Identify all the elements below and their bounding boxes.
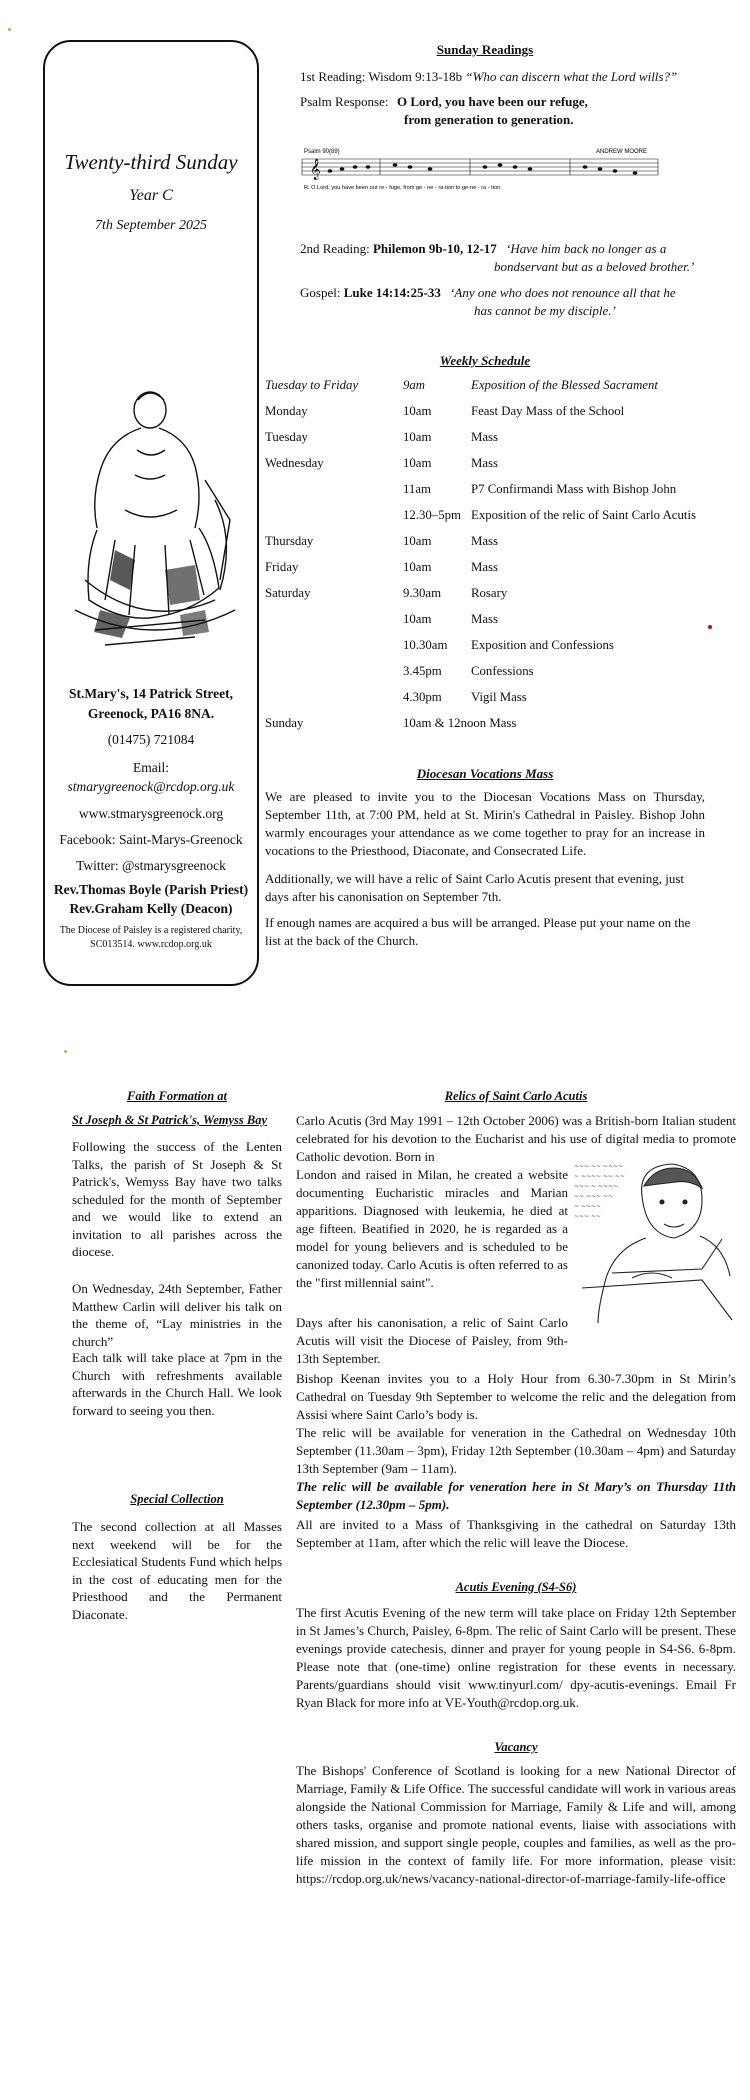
svg-text:~~~ ~~ ~~~~: ~~~ ~~ ~~~~	[574, 1163, 624, 1170]
sunday-title: Twenty-third Sunday	[64, 150, 238, 174]
carlo-acutis-portrait	[572, 1158, 738, 1323]
relics-heading: Relics of Saint Carlo Acutis	[444, 1089, 588, 1103]
schedule-header-event: Exposition of the Blessed Sacrament	[471, 378, 658, 392]
faith-paragraph-2: On Wednesday, 24th September, Father Matthew Carlin will deliver his talk on the theme of, “Lay ministries in the church”	[72, 1281, 282, 1349]
schedule-heading: Weekly Schedule	[439, 353, 531, 368]
faith-heading-2: St Joseph & St Patrick's, Wemyss Bay	[72, 1113, 268, 1127]
svg-text:~ ~~~~ ~~ ~~: ~ ~~~~ ~~ ~~	[574, 1173, 625, 1180]
svg-text:~ ~~~~: ~ ~~~~	[574, 1203, 602, 1210]
relics-paragraph-2: Days after his canonisation, a relic of Saint Carlo Acutis will visit the Diocese of Paisley, from 9th-13th September.	[296, 1315, 568, 1366]
second-reading-label: 2nd Reading:	[300, 241, 370, 256]
collection-paragraph: The second collection at all Masses next weekend will be for the Ecclesiatical Students Fund which helps in the cost of educating men for the Priesthood and the Permanent Diaconate.	[72, 1519, 282, 1622]
schedule-event: P7 Confirmandi Mass with Bishop John	[471, 482, 677, 496]
address-line-2: Greenock, PA16 8NA.	[87, 706, 215, 721]
collection-heading: Special Collection	[130, 1492, 224, 1506]
schedule-header-day: Tuesday to Friday	[265, 378, 359, 392]
parish-priest: Rev.Thomas Boyle (Parish Priest)	[53, 882, 249, 897]
relics-paragraph-1b: London and raised in Milan, he created a website documenting Eucharistic miracles and Marian apparitions. Diagnosed with leukemia, he died at age fifteen. Beatified in 2020, he is regarded as a model for young believers and is scheduled to be canonized today. Carlo Acutis is often referred to as the "first millennial saint".	[296, 1167, 568, 1290]
svg-text:~~~ ~~: ~~~ ~~	[574, 1213, 602, 1220]
schedule-time: 10am	[403, 612, 432, 626]
liturgical-year: Year C	[129, 187, 173, 204]
address-line-1: St.Mary's, 14 Patrick Street,	[69, 686, 233, 701]
email-label: Email:	[133, 760, 169, 775]
second-reading-ref: Philemon 9b-10, 12-17	[372, 241, 497, 256]
schedule-event: Exposition of the relic of Saint Carlo Acutis	[471, 508, 696, 522]
schedule-event: Vigil Mass	[471, 690, 527, 704]
schedule-time: 10am	[403, 430, 432, 444]
schedule-event: Confessions	[471, 664, 534, 678]
svg-text:~~~ ~ ~~~~: ~~~ ~ ~~~~	[574, 1183, 619, 1190]
first-reading-label: 1st Reading: Wisdom 9:13-18b	[300, 69, 463, 84]
svg-text:~~ ~~~ ~~: ~~ ~~~ ~~	[574, 1193, 614, 1200]
psalm-line-2: from generation to generation.	[404, 112, 574, 127]
schedule-time: 11am	[403, 482, 431, 496]
psalm-line-1: O Lord, you have been our refuge,	[397, 94, 588, 109]
gospel-quote-1: ‘Any one who does not renounce all that he	[450, 285, 676, 300]
email-link[interactable]: stmarygreenock@rcdop.org.uk	[67, 779, 235, 794]
schedule-event: Mass	[471, 560, 499, 574]
twitter-link[interactable]: Twitter: @stmarysgreenock	[76, 858, 226, 873]
paper-speck	[64, 1050, 67, 1053]
relics-paragraph-5: The relic will be available for veneration here in St Mary’s on Thursday 11th September (12.30pm – 5pm).	[296, 1479, 736, 1512]
acutis-evening-heading: Acutis Evening (S4-S6)	[455, 1580, 577, 1594]
relics-paragraph-3: Bishop Keenan invites you to a Holy Hour from 6.30-7.30pm in St Mirin’s Cathedral on Tuesday 9th September to welcome the relic and the delegation from Assisi where Saint Carlo’s body is.	[296, 1371, 736, 1422]
acutis-evening-paragraph: The first Acutis Evening of the new term will take place on Friday 12th September in St James’s Church, Paisley, 6-8pm. The relic of Saint Carlo will be present. These evenings provide catechesis, dinner and prayer for young people in S4-S6. 6-8pm. Please note that (one-time) online registration for these events in necessary. Parents/guardians should visit www.tinyurl.com/ dpy-acutis-evenings. Email Fr Ryan Black for more info at VE-Youth@rcdop.org.uk.	[296, 1605, 736, 1710]
gospel-label: Gospel:	[300, 285, 341, 300]
vacancy-paragraph: The Bishops' Conference of Scotland is looking for a new National Director of Marriage, Family & Life Office. The successful candidate will work in various areas alongside the National Commission for Marriage, Family & Life and will, among others tasks, organise and promote national events, liaise with associations with shared mission, and support single people, couples and families, as well as the pro-life mission in the context of family life. For more information, please visit: https://rcdop.org.uk/news/vacancy-national-director-of-marriage-family-life-office	[296, 1763, 736, 1886]
schedule-day: Friday	[265, 560, 299, 574]
schedule-event: Feast Day Mass of the School	[471, 404, 625, 418]
schedule-event: Mass	[471, 456, 499, 470]
schedule-day: Monday	[265, 404, 308, 418]
psalm-music-score	[300, 145, 660, 200]
vocations-paragraph-2: Additionally, we will have a relic of Saint Carlo Acutis present that evening, just days after his canonisation on September 7th.	[265, 871, 685, 904]
schedule-event: Mass	[471, 612, 499, 626]
saint-illustration	[55, 380, 245, 665]
second-reading	[300, 240, 666, 258]
schedule-day: Sunday	[265, 716, 304, 730]
svg-text:𝄞: 𝄞	[310, 159, 321, 180]
schedule-time: 10.30am	[403, 638, 448, 652]
schedule-time: 10am & 12noon Mass	[403, 716, 517, 730]
charity-line-1: The Diocese of Paisley is a registered charity,	[59, 925, 243, 936]
schedule-time: 10am	[403, 456, 432, 470]
schedule-header-time: 9am	[403, 378, 426, 392]
music-lyrics: R. O Lord, you have been our re - fuge, from ge - ne - ra-tion to ge-ne - ra - tion.	[304, 185, 502, 191]
schedule-day: Saturday	[265, 586, 311, 600]
faith-paragraph-3: Each talk will take place at 7pm in the Church with refreshments available afterwards in the Church Hall. We look forward to seeing you then.	[72, 1350, 282, 1418]
relics-paragraph-4: The relic will be available for veneration in the Cathedral on Wednesday 10th September (11.30am – 3pm), Friday 12th September (10.30am – 4pm) and Saturday 13th September (9am – 11am).	[296, 1425, 736, 1476]
gospel-ref: Luke 14:14:25-33	[343, 285, 441, 300]
schedule-time: 12.30–5pm	[403, 508, 461, 522]
schedule-time: 9.30am	[403, 586, 442, 600]
vocations-heading: Diocesan Vocations Mass	[416, 766, 554, 781]
schedule-time: 3.45pm	[403, 664, 442, 678]
website-link[interactable]: www.stmarysgreenock.org	[78, 806, 224, 821]
gospel	[300, 284, 676, 302]
vocations-paragraph-3: If enough names are acquired a bus will be arranged. Please put your name on the list at the back of the Church.	[265, 915, 691, 948]
second-reading-quote-2: bondservant but as a beloved brother.’	[494, 259, 695, 274]
deacon: Rev.Graham Kelly (Deacon)	[69, 901, 233, 916]
schedule-day: Tuesday	[265, 430, 308, 444]
relics-paragraph-6: All are invited to a Mass of Thanksgiving in the cathedral on Saturday 13th September at 11am, after which the relic will leave the Diocese.	[296, 1517, 736, 1550]
vacancy-heading: Vacancy	[494, 1740, 538, 1754]
facebook-link[interactable]: Facebook: Saint-Marys-Greenock	[59, 832, 243, 847]
schedule-time: 10am	[403, 534, 432, 548]
second-reading-quote-1: ‘Have him back no longer as a	[506, 241, 667, 256]
schedule-event: Exposition and Confessions	[471, 638, 614, 652]
music-composer: ANDREW MOORE	[596, 149, 647, 155]
charity-line-2: SC013514. www.rcdop.org.uk	[90, 939, 212, 950]
first-reading	[300, 68, 677, 86]
schedule-time: 10am	[403, 560, 432, 574]
first-reading-quote: “Who can discern what the Lord wills?”	[465, 69, 678, 84]
schedule-event: Rosary	[471, 586, 508, 600]
faith-heading-1: Faith Formation at	[126, 1089, 228, 1103]
schedule-event: Mass	[471, 534, 499, 548]
readings-heading: Sunday Readings	[436, 42, 534, 57]
schedule-day: Wednesday	[265, 456, 324, 470]
ink-dot	[708, 625, 712, 629]
relics-paragraph-1a: Carlo Acutis (3rd May 1991 – 12th October 2006) was a British-born Italian student celebrated for his devotion to the Eucharist and his use of digital media to promote Catholic devotion. Born in	[296, 1113, 736, 1164]
vocations-paragraph-1: We are pleased to invite you to the Diocesan Vocations Mass on Thursday, September 11th, at 7:00 PM, held at St. Mirin's Cathedral in Paisley. Bishop John warmly encourages your attendance as we come together to pray for an increase in vocations to the Priesthood, Diaconate, and Consecrated Life.	[265, 789, 705, 858]
schedule-day: Thursday	[265, 534, 314, 548]
schedule-event: Mass	[471, 430, 499, 444]
phone-number: (01475) 721084	[107, 732, 195, 747]
gospel-quote-2: has cannot be my disciple.’	[474, 303, 616, 318]
schedule-time: 4.30pm	[403, 690, 442, 704]
music-title: Psalm 90(89)	[304, 149, 340, 155]
schedule-time: 10am	[403, 404, 432, 418]
bulletin-date: 7th September 2025	[95, 218, 207, 233]
faith-paragraph-1: Following the success of the Lenten Talks, the parish of St Joseph & St Patrick's, Wemyss Bay have two talks scheduled for the month of September and we would like to extend an invitation to all parishes across the diocese.	[72, 1139, 282, 1259]
paper-speck	[8, 28, 11, 31]
psalm-label: Psalm Response:	[300, 94, 389, 109]
